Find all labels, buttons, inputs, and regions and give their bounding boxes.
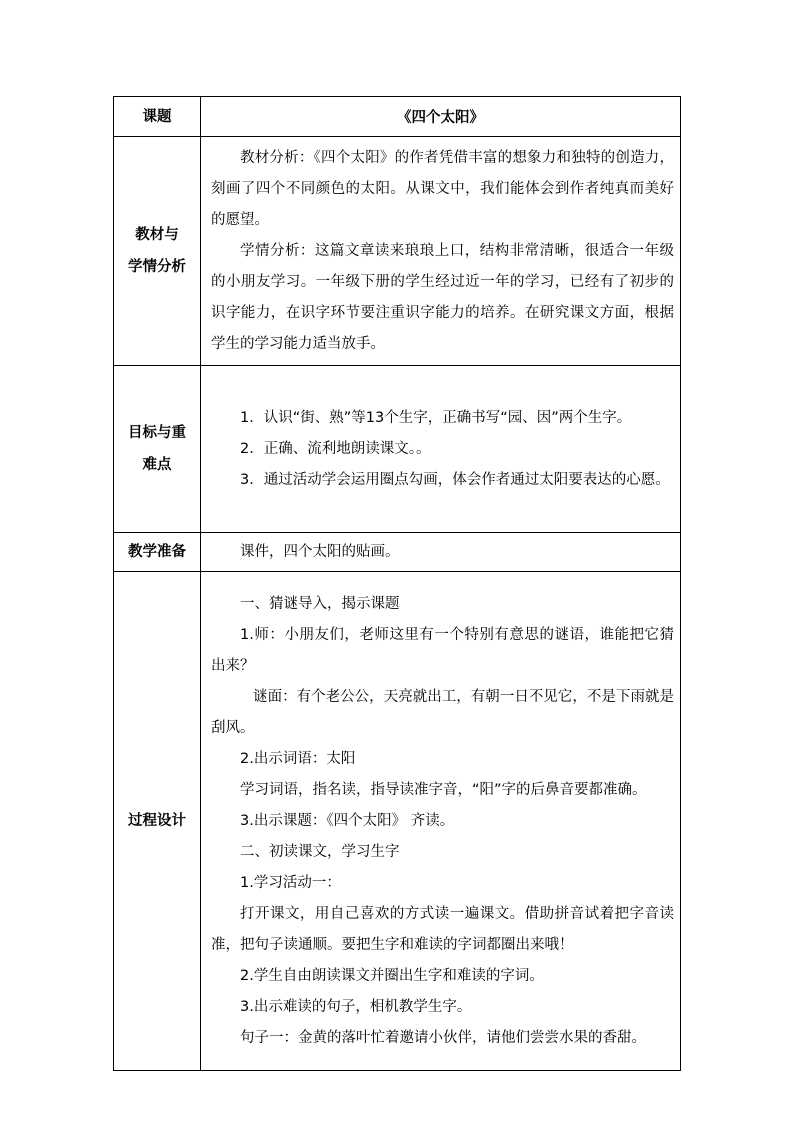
goals-content xyxy=(201,366,681,533)
process-paragraph: 2.出示词语：太阳 xyxy=(240,750,356,767)
process-row xyxy=(114,572,681,1071)
prep-label: 教学准备 xyxy=(114,533,201,572)
prep-content xyxy=(201,533,681,572)
goals-label-line2: 难点 xyxy=(142,457,172,473)
lesson-title: 《四个太阳》 xyxy=(201,97,681,137)
process-paragraph: 一、猜谜导入，揭示课题 xyxy=(240,595,400,612)
goals-row xyxy=(114,366,681,533)
prep-row xyxy=(114,533,681,572)
analysis-paragraph: 教材分析：《四个太阳》的作者凭借丰富的想象力和独特的创造力，刻画了四个不同颜色的太阳。从课文中，我们能体会到作者纯真而美好的愿望。 xyxy=(211,149,674,228)
title-row xyxy=(114,97,681,137)
goals-label-line1: 目标与重 xyxy=(128,425,186,441)
process-paragraph: 二、初读课文，学习生字 xyxy=(240,843,400,860)
title-label: 课题 xyxy=(114,97,201,137)
analysis-row xyxy=(114,137,681,366)
process-paragraph: 句子一：金黄的落叶忙着邀请小伙伴，请他们尝尝水果的香甜。 xyxy=(240,1029,646,1046)
process-paragraph: 1.学习活动一： xyxy=(240,874,341,891)
process-paragraph: 2.学生自由朗读课文并圈出生字和难读的字词。 xyxy=(240,967,544,984)
process-paragraph: 1.师：小朋友们，老师这里有一个特别有意思的谜语，谁能把它猜出来？ xyxy=(211,626,674,674)
analysis-label-line2: 学情分析 xyxy=(128,259,186,275)
goals-label xyxy=(114,366,201,533)
goal-item: 2．正确、流利地朗读课文。。 xyxy=(240,440,431,457)
analysis-label-line1: 教材与 xyxy=(135,227,179,243)
process-paragraph: 学习词语，指名读，指导读准字音，“阳”字的后鼻音要都准确。 xyxy=(240,781,647,798)
process-paragraph: 3.出示课题：《四个太阳》 齐读。 xyxy=(240,812,455,829)
goal-item: 1．认识“街、熟”等13个生字，正确书写“园、因”两个生字。 xyxy=(240,409,632,426)
process-paragraph: 3.出示难读的句子，相机教学生字。 xyxy=(240,998,472,1015)
analysis-content xyxy=(201,137,681,366)
analysis-label xyxy=(114,137,201,366)
process-paragraph: 打开课文，用自己喜欢的方式读一遍课文。借助拼音试着把字音读准，把句子读通顺。要把生字和难读的字词都圈出来哦！ xyxy=(211,905,674,953)
process-content xyxy=(201,572,681,1071)
process-paragraph: 谜面：有个老公公，天亮就出工，有朝一日不见它，不是下雨就是刮风。 xyxy=(211,688,674,736)
goal-item: 3．通过活动学会运用圈点勾画，体会作者通过太阳要表达的心愿。 xyxy=(240,471,670,488)
lesson-plan-table xyxy=(113,96,681,1071)
process-label: 过程设计 xyxy=(114,572,201,1071)
analysis-paragraph: 学情分析：这篇文章读来琅琅上口，结构非常清晰，很适合一年级的小朋友学习。一年级下册的学生经过近一年的学习，已经有了初步的识字能力，在识字环节要注重识字能力的培养。在研究课文方面，根据学生的学习能力适当放手。 xyxy=(211,242,674,352)
prep-text: 课件，四个太阳的贴画。 xyxy=(240,543,400,560)
